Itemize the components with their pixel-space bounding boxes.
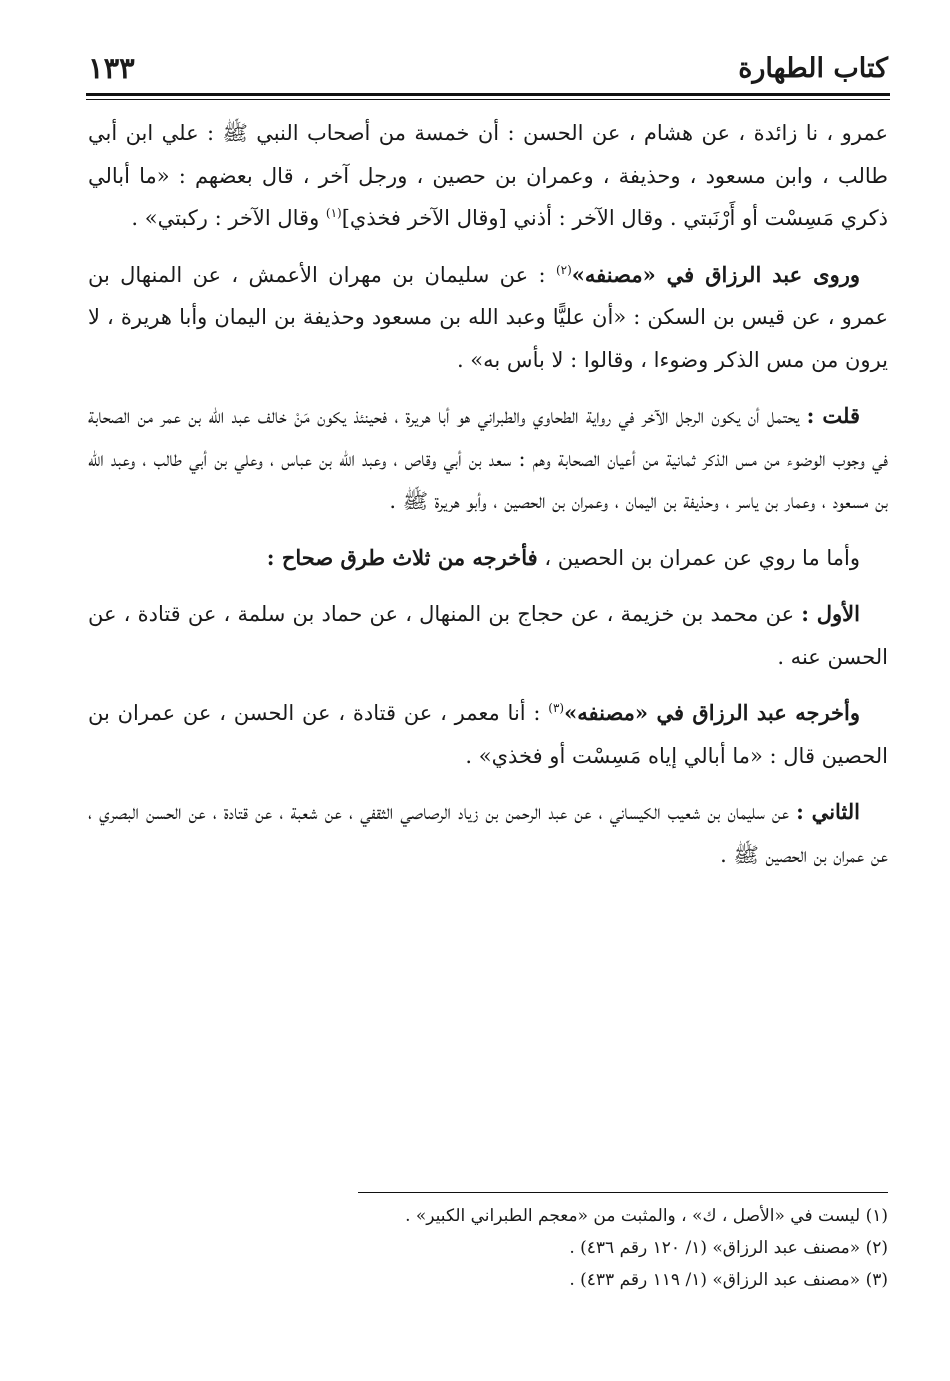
footnote-1: (١) ليست في «الأصل ، ك» ، والمثبت من «معجم الطبراني الكبير» . [405,1206,888,1226]
paragraph-5: الأول : عن محمد بن خزيمة ، عن حجاج بن المنهال ، عن حماد بن سلمة ، عن قتادة ، عن الحسن عنه . [88,601,888,669]
footnote-ref-1: (١) [325,206,342,220]
footnote-ref-3: (٣) [548,701,565,715]
footnotes [88,1200,888,1296]
paragraph-2: وروى عبد الرزاق في «مصنفه»$^{(٢)}$ : عن سليمان بن مهران الأعمش ، عن المنهال بن عمرو ، عن قيس بن السكن : «أن عليًّا وعبد الله بن مسعود وحذيفة بن اليمان وأبا هريرة ، لا يرون من مس الذكر وضوءا ، وقالوا : لا بأس به» . [88,261,888,372]
book-title: كتاب الطهارة [738,52,888,84]
page-header [88,44,888,92]
paragraph-7: الثاني : عن سليمان بن شعيب الكيساني ، عن عبد الرحمن بن زياد الرصاصي الثقفي ، عن شعبة ، عن قتادة ، عن الحسن البصري ، عن عمران بن الحصين ﷺ . [88,799,888,867]
footnote-separator [358,1192,888,1193]
page-number: ١٣٣ [88,51,135,85]
paragraph-6: وأخرجه عبد الرزاق في «مصنفه»$^{(٣)}$ : أنا معمر ، عن قتادة ، عن الحسن ، عن عمران بن الحصين قال : «ما أبالي إياه مَسِسْت أو فخذي» . [88,700,888,768]
paragraph-1: عمرو ، نا زائدة ، عن هشام ، عن الحسن : أن خمسة من أصحاب النبي ﷺ : علي ابن أبي طالب ، وابن مسعود ، وحذيفة ، وعمران بن حصين ، ورجل آخر ، قال بعضهم : «ما أبالي ذكري مَسِسْت أو أَرْنَبتي . وقال الآخر : أذني [وقال الآخر فخذي]$^{(١)}$ وقال الآخر : ركبتي» . [88,121,888,230]
footnote-2: (٢) «مصنف عبد الرزاق» (١/ ١٢٠ رقم ٤٣٦) . [569,1238,888,1258]
header-rule-thin [86,99,890,100]
main-text [88,112,888,890]
footnote-ref-2: (٢) [555,262,572,277]
header-rule-thick [86,93,890,96]
footnote-3: (٣) «مصنف عبد الرزاق» (١/ ١١٩ رقم ٤٣٣) . [569,1270,888,1290]
paragraph-3: قلت : يحتمل أن يكون الرجل الآخر في رواية الطحاوي والطبراني هو أبا هريرة ، فحينئذ يكون مَنْ خالف عبد الله بن عمر من الصحابة في وجوب الوضوء من مس الذكر ثمانية من أعيان الصحابة وهم : سعد بن أبي وقاص ، وعبد الله بن عباس ، وعلي بن أبي طالب ، وعبد الله بن مسعود ، وعمار بن ياسر ، وحذيفة بن اليمان ، وعمران بن الحصين ، وأبو هريرة ﷺ . [88,403,888,513]
paragraph-4: وأما ما روي عن عمران بن الحصين ، فأخرجه من ثلاث طرق صحاح : [266,544,860,570]
